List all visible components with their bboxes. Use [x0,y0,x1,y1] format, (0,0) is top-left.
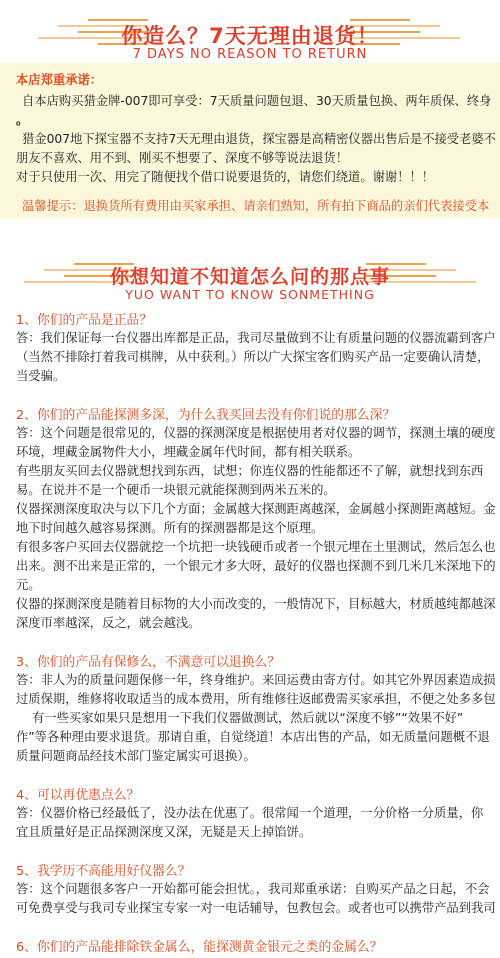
faq-answer-line: 宜且质量好是正品探测深度又深，无疑是天上掉馅饼。 [16,825,312,839]
faq-banner [0,245,500,303]
faq-subtitle: YUO WANT TO KNOW SONMETHING [125,287,375,302]
faq-answer-line: 仪器探测深度取决与以下几个方面；金属越大探测距离越深，金属越小探测距离越短。金 [16,502,496,516]
faq-answer-line: 出来。测不出来是正常的，一个银元才多大呀，最好的仪器也探测不到几米几米深地下的 [16,559,496,573]
faq-answer-line: 深度帀率越深，反之，就会越浅。 [16,616,201,630]
faq-answer-line: 质量问题商品经技术部门鉴定属实可退换）。 [16,749,256,763]
notice-heading: 本店郑重承诺： [16,73,103,87]
notice-line: 猎金007地下探宝器不支持7天无理由退货，探宝器是高精密仪器出售后是不接受老婆不 [22,132,496,146]
faq-answer-line: 答：非人为的质量问题保修一年，终身维护。来回运费由寄方付。如其它外界因素造成损 [16,673,496,687]
store-promise-notice [0,63,500,219]
notice-line: 朋友不喜欢、用不到、刚买不想要了、深度不够等说法退货！ [16,151,349,165]
faq-answer-line: 可免费享受与我司专业探宝专家一对一电话辅导，包教包会。或者也可以携带产品到我司 [16,901,496,915]
faq-question: 5、我学历不高能用好仪器么？ [16,864,191,879]
faq-answer-line: 有很多客户买回去仪器就挖一个坑把一块钱硬币或者一个银元埋在土里测试，然后怎么也 [16,540,496,554]
faq-answer-line: 答：这个问题很多客户一开始都可能会担忧。，我司郑重承诺：自购买产品之日起，不会 [16,882,490,896]
faq-title: 你想知道不知道怎么问的那点事 [109,266,390,288]
faq-answer-line: 答：这个问题是很常见的，仪器的探测深度是根据使用者对仪器的调节，探测土壤的硬度 [16,426,496,440]
notice-line: 。 [16,113,29,127]
faq-answer-line: 答：仪器价格已经最低了，没办法在优惠了。很常闻一个道理，一分价格一分质量，你 [16,806,484,820]
notice-line: 对于只使用一次、用完了随便找个借口说要退货的，请您们绕道。谢谢！！！ [16,170,435,184]
faq-question: 2、你们的产品能探测多深，为什么我买回去没有你们说的那么深？ [16,408,396,423]
faq-answer-line: 易。在说并不是一个硬币一块银元就能探测到两米五米的。 [16,483,336,497]
notice-warning: 温馨提示：退换货所有费用由买家承担、请亲们熟知，所有拍下商品的亲们代表接受本 [22,199,490,213]
faq-answer-line: 环境，埋藏金属物件大小，埋藏金属年代时间，都有相关联系。 [16,445,361,459]
faq-answer-line: 仪器的探测深度是随着目标物的大小而改变的，一般情况下，目标越大，材质越纯都越深 [16,597,496,611]
banner-title: 你造么？7天无理由退货！ [121,24,379,48]
banner-subtitle: 7 DAYS NO REASON TO RETURN [132,47,368,62]
faq-answer-line: 答：我们保证每一台仪器出库都是正品，我司尽量做到不让有质量问题的仪器流霸到客户 [16,331,496,345]
faq-answer-line: 元。 [16,578,41,592]
faq-answer-line: 有一些买家如果只是想用一下我们仪器做测试，然后就以“深度不够”“效果不好” [32,711,464,725]
notice-line: 自本店购买猎金牌-007即可享受：7天质量问题包退、30天质量包换、两年质保、终身 [22,94,492,108]
return-policy-banner [0,0,500,62]
faq-question: 4、可以再优惠点么？ [16,788,140,803]
faq-question: 6、你们的产品能排除铁金属么，能探测黄金银元之类的金属么？ [16,940,383,955]
faq-question: 3、你们的产品有保修么，不满意可以退换么？ [16,655,281,670]
faq-answer-line: 地下时间越久越容易探测。所有的探测器都是这个原理。 [16,521,324,535]
faq-answer-line: 有些朋友买回去仪器就想找到东西，试想；你连仪器的性能都还不了解，就想找到东西 [16,464,484,478]
faq-question: 1、你们的产品是正品？ [16,313,153,328]
faq-answer-line: 过质保期，维修将收取适当的成本费用，所有维修往返邮费需买家承担，不便之处多多包 [16,692,496,706]
faq-list [0,306,500,958]
faq-answer-line: 作”等各种理由要求退货。那请自重，自觉绕道！本店出售的产品，如无质量问题概不退 [16,730,490,744]
faq-answer-line: 当受骗。 [16,369,66,383]
faq-answer-line: （当然不排除打着我司棋牌，从中获利。）所以广大探宝客们购买产品一定要确认清楚， [16,350,490,364]
